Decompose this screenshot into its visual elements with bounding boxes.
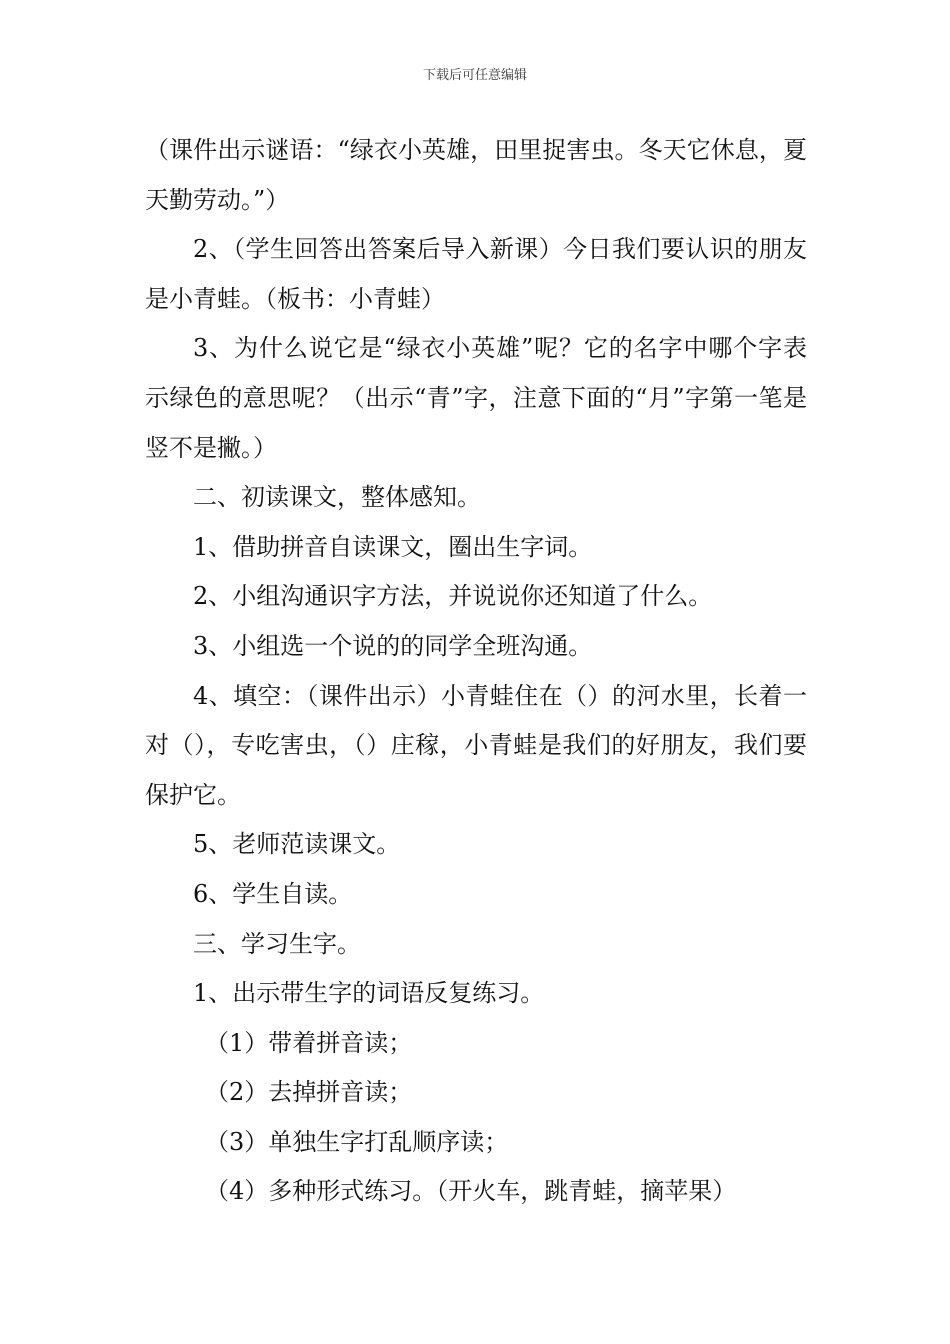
- paragraph-reading-3: 3、小组选一个说的的同学全班沟通。: [193, 631, 593, 660]
- section-heading-characters: 三、学习生字。: [193, 929, 361, 958]
- paragraph-fill-blank: 4、填空：（课件出示）小青蛙住在（）的河水里，长着一对（），专吃害虫，（）庄稼，小青蛙是我们的好朋友，我们要保护它。: [145, 681, 807, 809]
- page-header: 下载后可任意编辑: [422, 68, 527, 83]
- paragraph-reading-2: 2、小组沟通识字方法，并说说你还知道了什么。: [193, 582, 713, 611]
- list-item-sub-2: （2）去掉拼音读；: [205, 1078, 413, 1107]
- list-item-sub-1: （1）带着拼音读；: [205, 1028, 413, 1057]
- paragraph-step-2: 2、（学生回答出答案后导入新课）今日我们要认识的朋友是小青蛙。（板书：小青蛙）: [145, 235, 807, 313]
- paragraph-riddle: （课件出示谜语：“绿衣小英雄，田里捉害虫。冬天它休息，夏天勤劳动。”）: [145, 136, 807, 214]
- paragraph-reading-5: 5、老师范读课文。: [193, 830, 401, 859]
- paragraph-reading-6: 6、学生自读。: [193, 879, 353, 908]
- paragraph-step-3: 3、为什么说它是“绿衣小英雄”呢？它的名字中哪个字表示绿色的意思呢？（出示“青”字，注意下面的“月”字第一笔是竖不是撇。）: [145, 334, 807, 462]
- list-item-sub-4: （4）多种形式练习。（开火车，跳青蛙，摘苹果）: [205, 1177, 737, 1206]
- list-item-sub-3: （3）单独生字打乱顺序读；: [205, 1127, 509, 1156]
- paragraph-reading-1: 1、借助拼音自读课文，圈出生字词。: [193, 532, 593, 561]
- section-heading-reading: 二、初读课文，整体感知。: [193, 483, 481, 512]
- document-body: [145, 126, 807, 1217]
- paragraph-characters-1: 1、出示带生字的词语反复练习。: [193, 979, 545, 1008]
